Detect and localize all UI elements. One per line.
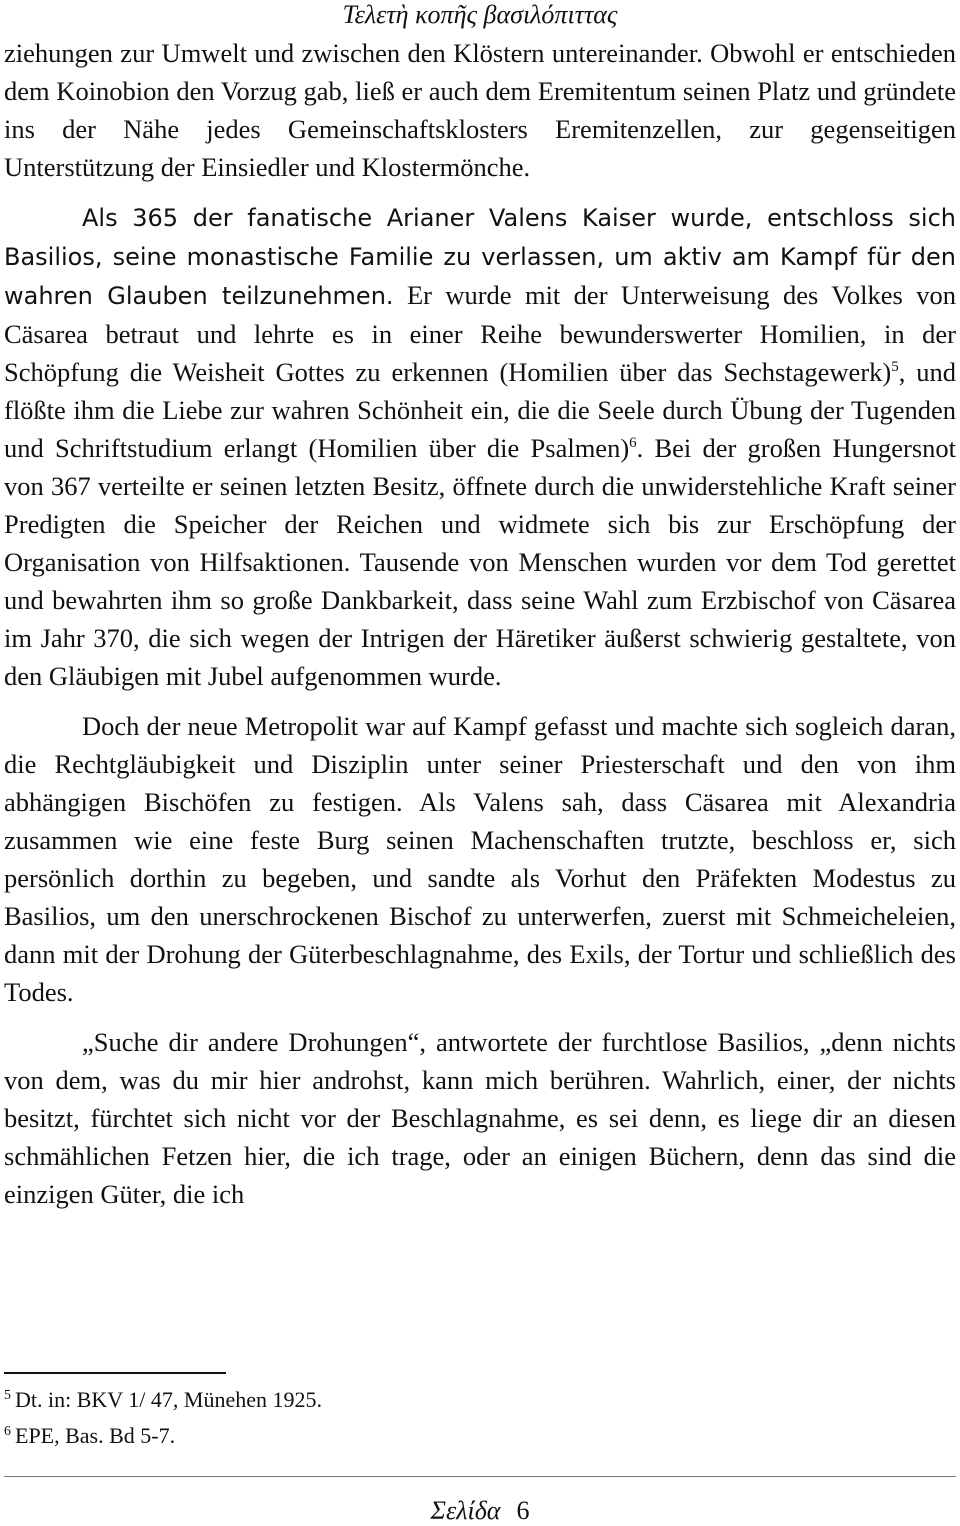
paragraph-2-text-c: . Bei der großen Hungersnot von 367 verteilte er seinen letzten Besitz, öffnete durch die unwiderstehliche Kraft seiner Predigten die Speicher der Reichen und widmete sich bis zur Erschöpfung der Organisation von Hilfsaktionen. Tausende von Menschen wurden vor dem Tod gerettet und bewahrten ihm so große Dankbarkeit, dass seine Wahl zum Erzbischof von Cäsarea im Jahr 370, die sich wegen der Intrigen der Häretiker äußerst schwierig gestaltete, von den Gläubigen mit Jubel aufgenommen wurde. (4, 433, 957, 691)
paragraph-2-text-a: Er wurde mit der Unterweisung des Volkes von Cäsarea betraut und lehrte es in einer Reihe bewunderswerter Homilien, in der Schöpfung die Weisheit Gottes zu erkennen (Homilien über das Sechstagewerk) (4, 280, 956, 387)
footer-separator (4, 1476, 956, 1477)
paragraph-2-text-b: , und flößte ihm die Liebe zur wahren Schönheit ein, die die Seele durch Übung der Tugenden und Schriftstudium erlangt (Homilien über die Psalmen) (4, 357, 957, 463)
footnote-marker: 6 (4, 1423, 11, 1439)
paragraph-2 (4, 198, 956, 695)
running-header: Τελετὴ κοπῆς βασιλόπιττας (342, 0, 618, 29)
footnote-separator (4, 1372, 226, 1374)
paragraph-4: „Suche dir andere Drohungen“, antwortete der furchtlose Basilios, „denn nichts von dem, was du mir hier androhst, kann mich berühren. Wahrlich, einer, der nichts besitzt, fürchtet sich nicht vor der Beschlagnahme, es sei denn, es liege dir an diesen schmählichen Fetzen hier, die ich trage, oder an einigen Büchern, denn das sind die einzigen Güter, die ich (4, 1027, 956, 1209)
footnotes (4, 1382, 904, 1454)
footnote-5 (4, 1382, 904, 1418)
footnote-ref-5: 5 (891, 359, 899, 376)
body-text (4, 34, 956, 1213)
footnote-text: Dt. in: BKV 1/ 47, Münehen 1925. (15, 1387, 322, 1412)
footnote-marker: 5 (4, 1387, 11, 1403)
page-number: 6 (516, 1496, 530, 1525)
footnote-6 (4, 1418, 904, 1454)
footnote-ref-6: 6 (629, 435, 637, 452)
paragraph-3: Doch der neue Metropolit war auf Kampf gefasst und machte sich sogleich daran, die Rechtgläubigkeit und Disziplin unter seiner Priesterschaft und den von ihm abhängigen Bischöfen zu festigen. Als Valens sah, dass Cäsarea mit Alexandria zusammen wie eine feste Burg seinen Machenschaften trutzte, beschloss er, sich persönlich dorthin zu begeben, und sandte als Vorhut den Präfekten Modestus zu Basilios, um den unerschrockenen Bischof zu unterwerfen, zuerst mit Schmeicheleien, dann mit der Drohung der Güterbeschlagnahme, des Exils, der Tortur und schließlich des Todes. (4, 711, 956, 1007)
paragraph-1: ziehungen zur Umwelt und zwischen den Klöstern untereinander. Obwohl er entschieden dem Koinobion den Vorzug gab, ließ er auch dem Eremitentum seinen Platz und gründete ins der Nähe jedes Gemeinschaftsklosters Eremitenzellen, zur gegenseitigen Unterstützung der Einsiedler und Klostermönche. (4, 38, 956, 182)
page-footer (0, 1496, 960, 1526)
paragraph-2-sans-text: Als 365 der fanatische Arianer Valens Kaiser wurde, entschloss sich Basilios, seine monastische Familie zu verlassen, um aktiv am Kampf für den wahren Glauben teilzunehmen. (4, 204, 956, 310)
page-label: Σελίδα (430, 1496, 501, 1525)
footnote-text: EPE, Bas. Bd 5-7. (15, 1423, 176, 1448)
